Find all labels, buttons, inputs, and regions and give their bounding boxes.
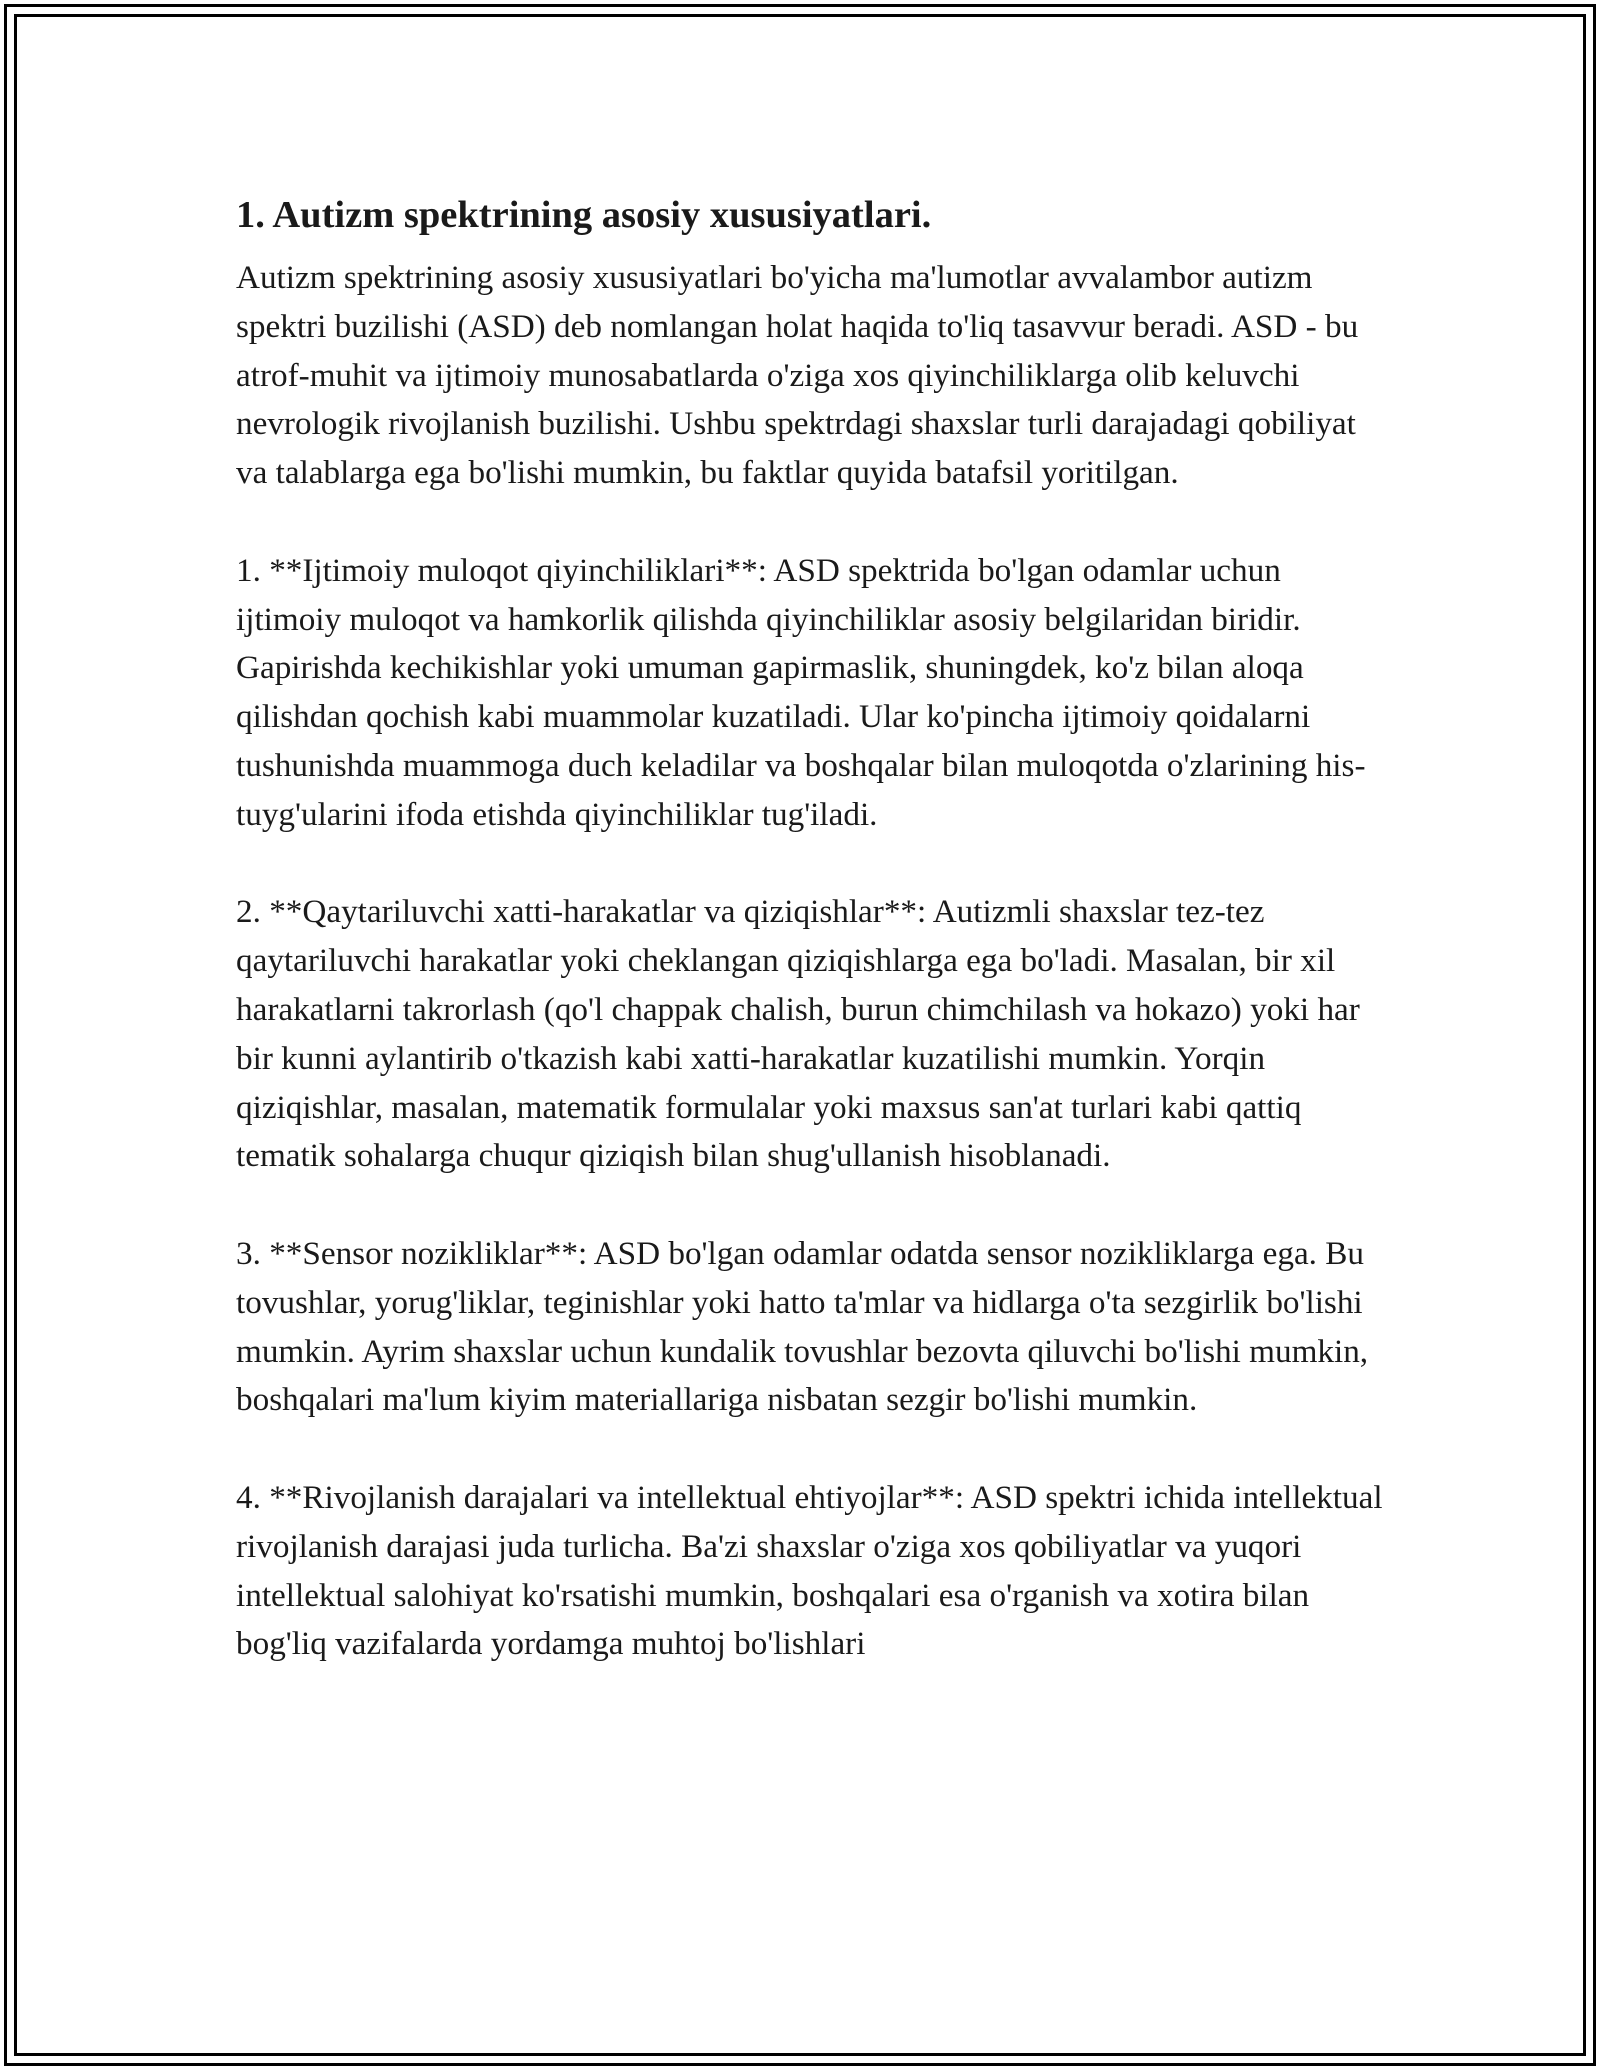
section-heading: 1. Autizm spektrining asosiy xususiyatlari. [236, 194, 932, 236]
paragraph-intellectual-needs: 4. **Rivojlanish darajalari va intellektual ehtiyojlar**: ASD spektri ichida intellektual rivojlanish darajasi juda turlicha. Ba'zi shaxslar o'ziga xos qobiliyatlar va yuqori intellektual salohiyat ko'rsatishi mumkin, boshqalari esa o'rganish va xotira bilan bog'liq vazifalarda yordamga muhtoj bo'lishlari [236, 1478, 1383, 1663]
document-body [236, 186, 1386, 1718]
paragraph-repetitive-behaviors: 2. **Qaytariluvchi xatti-harakatlar va qiziqishlar**: Autizmli shaxslar tez-tez qaytariluvchi harakatlar yoki cheklangan qiziqishlarga ega bo'ladi. Masalan, bir xil harakatlarni takrorlash (qo'l chappak chalish, burun chimchilash va hokazo) yoki har bir kunni aylantirib o'tkazish kabi xatti-harakatlar kuzatilishi mumkin. Yorqin qiziqishlar, masalan, matematik formulalar yoki maxsus san'at turlari kabi qattiq tematik sohalarga chuqur qiziqish bilan shug'ullanish hisoblanadi. [236, 893, 1360, 1175]
intro-paragraph: Autizm spektrining asosiy xususiyatlari bo'yicha ma'lumotlar avvalambor autizm spektri buzilishi (ASD) deb nomlangan holat haqida to'liq tasavvur beradi. ASD - bu atrof-muhit va ijtimoiy munosabatlarda o'ziga xos qiyinchiliklarga olib keluvchi nevrologik rivojlanish buzilishi. Ushbu spektrdagi shaxslar turli darajadagi qobiliyat va talablarga ega bo'lishi mumkin, bu faktlar quyida batafsil yoritilgan. [236, 259, 1359, 492]
paragraph-social-communication: 1. **Ijtimoiy muloqot qiyinchiliklari**: ASD spektrida bo'lgan odamlar uchun ijtimoiy muloqot va hamkorlik qilishda qiyinchiliklar asosiy belgilaridan biridir. Gapirishda kechikishlar yoki umuman gapirmaslik, shuningdek, ko'z bilan aloqa qilishdan qochish kabi muammolar kuzatiladi. Ular ko'pincha ijtimoiy qoidalarni tushunishda muammoga duch keladilar va boshqalar bilan muloqotda o'zlarining his-tuyg'ularini ifoda etishda qiyinchiliklar tug'iladi. [236, 551, 1366, 833]
paragraph-sensory-sensitivities: 3. **Sensor nozikliklar**: ASD bo'lgan odamlar odatda sensor nozikliklarga ega. Bu tovushlar, yorug'liklar, teginishlar yoki hatto ta'mlar va hidlarga o'ta sezgirlik bo'lishi mumkin. Ayrim shaxslar uchun kundalik tovushlar bezovta qiluvchi bo'lishi mumkin, boshqalari ma'lum kiyim materiallariga nisbatan sezgir bo'lishi mumkin. [236, 1234, 1369, 1419]
